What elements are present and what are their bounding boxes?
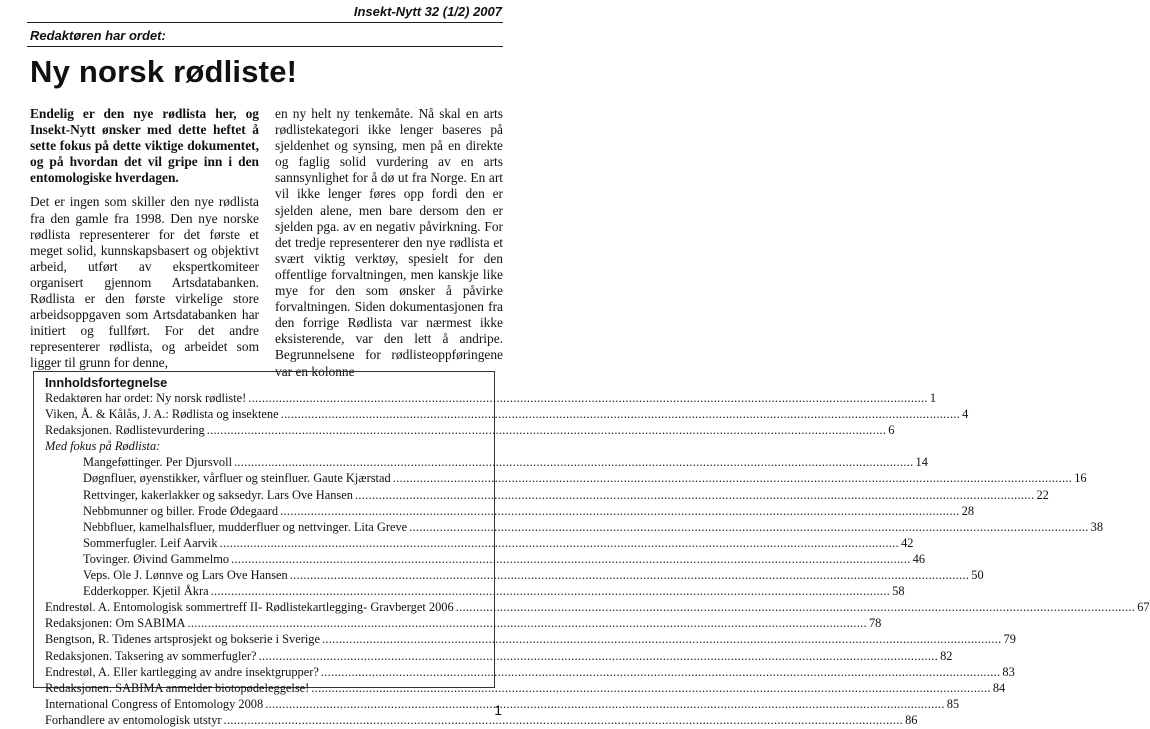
toc-entry	[45, 680, 1006, 697]
toc-dot-leader	[290, 568, 970, 583]
toc-entry-page: 85	[946, 696, 960, 711]
toc-dot-leader	[321, 665, 1001, 680]
toc-entry	[45, 519, 1104, 536]
toc-entry-title: Veps. Ole J. Lønnve og Lars Ove Hansen	[83, 568, 288, 583]
toc-entry-title: Sommerfugler. Leif Aarvik	[83, 535, 218, 550]
toc-subheading: Med fokus på Rødlista:	[45, 439, 161, 454]
toc-entry-title: Redaksjonen. Rødlistevurdering	[45, 423, 205, 438]
toc-entry-title: Mangeføttinger. Per Djursvoll	[83, 455, 233, 470]
toc-entry-page: 42	[901, 535, 914, 550]
toc-entry-page: 46	[912, 551, 926, 566]
toc-entry	[45, 391, 937, 407]
toc-entry-page: 1	[929, 391, 937, 405]
page-number: 1	[494, 702, 502, 718]
toc-entry	[45, 551, 926, 568]
toc-entry-page: 78	[868, 616, 882, 631]
toc-dot-leader	[224, 713, 904, 728]
toc-entry	[45, 664, 1015, 681]
toc-dot-leader	[456, 600, 1136, 615]
toc-dot-leader	[207, 423, 887, 438]
article-lead: Endelig er den nye rødlista her, og Insekt-Nytt ønsker med dette heftet å sette fokus på dette viktige dokumentet, og på hvordan det vil gripe inn i den entomologiske hverdagen.	[30, 106, 259, 186]
toc-entry	[45, 471, 1087, 487]
toc-dot-leader	[187, 616, 867, 631]
toc-entry-title: Endrestøl, A. Eller kartlegging av andre insektgrupper?	[45, 664, 319, 679]
toc-entry-page: 4	[962, 407, 969, 422]
toc-entry	[45, 616, 882, 632]
toc-entry-title: Endrestøl. A. Entomologisk sommertreff II- Rødlistekartlegging- Gravberget 2006	[45, 600, 454, 615]
toc-entry-title: Døgnfluer, øyenstikker, vårfluer og steinfluer. Gaute Kjærstad	[83, 471, 391, 486]
toc-dot-leader	[248, 391, 928, 406]
toc-entry	[45, 487, 1049, 504]
toc-entry	[45, 407, 969, 423]
toc-entry	[45, 712, 918, 729]
toc-entry-page: 58	[892, 584, 905, 599]
toc-entry	[45, 632, 1016, 648]
toc-entry-page: 28	[961, 503, 975, 518]
toc-entry	[45, 568, 984, 584]
article-column-left	[30, 106, 259, 380]
toc-entry-page: 6	[888, 423, 895, 438]
toc-heading: Innholdsfortegnelse	[45, 375, 168, 390]
article-body-right: en ny helt ny tenkemåte. Nå skal en arts rødlistekategori ikke lenger baseres på sjeldenhet og synsing, men på en direkte og faglig solid vurdering av en arts sannsynlighet for å dø ut fra Norge. En art vil ikke lenger føres opp fordi den er sjelden alene, men bare dersom den er sjelden pga. av en negativ påvirkning. For det tredje representerer den nye rødlista et svært viktig verktøy, spesielt for den offentlige forvaltningen, men kanskje like mye for den som ønsker å påvirke forvaltningen. Siden dokumentasjonen fra den forrige Rødlista var nærmest ikke eksisterende, var den lett å andripe. Begrunnelsene for rødlisteoppføringene var en kolonne	[275, 106, 503, 379]
toc-entry-title: International Congress of Entomology 2008	[45, 696, 264, 711]
toc-entry-title: Bengtson, R. Tidenes artsprosjekt og bokserie i Sverige	[45, 632, 320, 647]
header-rule-top	[27, 22, 503, 23]
toc-dot-leader	[280, 504, 960, 519]
toc-entry-page: 83	[1002, 664, 1015, 679]
toc-entry-title: Viken, Å. & Kålås, J. A.: Rødlista og insektene	[45, 407, 279, 422]
toc-dot-leader	[259, 649, 939, 664]
toc-entry-page: 84	[992, 680, 1006, 695]
toc-dot-leader	[322, 632, 1002, 647]
toc-entry	[45, 648, 953, 665]
toc-entry-page: 14	[915, 455, 928, 470]
table-of-contents	[33, 371, 1150, 727]
toc-dot-leader	[409, 520, 1089, 535]
toc-entry-page: 50	[971, 568, 984, 583]
article-body-left: Det er ingen som skiller den nye rødlista fra den gamle fra 1998. Den nye norske rødlista representerer for det første et meget solid, kunnskapsbasert og objektivt arbeid, utført av ekspertkomiteer organisert gjennom Artsdatabanken. Rødlista er den første virkelige store arbeidsoppgaven som Artsdatabanken har initiert og fullført. For det andre representerer rødlista, og arbeidet som ligger til grunn for denne,	[30, 194, 259, 371]
toc-dot-leader	[220, 536, 900, 551]
toc-entry-page: 67	[1137, 600, 1150, 615]
toc-entry-page: 16	[1074, 471, 1087, 486]
toc-entry-page: 86	[905, 712, 918, 727]
toc-entry-title: Edderkopper. Kjetil Åkra	[83, 584, 209, 599]
toc-entry-page: 22	[1036, 487, 1049, 502]
toc-entry-page: 82	[940, 648, 953, 663]
toc-entry	[45, 423, 895, 439]
toc-dot-leader	[393, 471, 1073, 486]
toc-dot-leader	[231, 552, 911, 567]
toc-entry	[45, 535, 914, 552]
toc-entry-title: Rettvinger, kakerlakker og saksedyr. Lars Ove Hansen	[83, 487, 353, 502]
toc-entry-page: 79	[1003, 632, 1016, 647]
toc-dot-leader	[281, 407, 961, 422]
toc-dot-leader	[234, 455, 914, 470]
toc-entry	[45, 503, 975, 520]
toc-entry-page: 38	[1090, 519, 1104, 534]
toc-dot-leader	[355, 488, 1035, 503]
toc-entry-title: Redaksjonen. SABIMA anmelder biotopødeleggelse!	[45, 680, 310, 695]
toc-dot-leader	[211, 584, 891, 599]
article-title: Ny norsk rødliste!	[30, 54, 298, 89]
toc-entry-title: Tovinger. Øivind Gammelmo	[83, 551, 230, 566]
toc-entry-title: Redaksjonen. Taksering av sommerfugler?	[45, 648, 257, 663]
toc-entry-title: Forhandlere av entomologisk utstyr	[45, 712, 222, 727]
toc-entry	[45, 600, 1150, 616]
toc-entry-title: Redaktøren har ordet: Ny norsk rødliste!	[45, 391, 247, 405]
toc-entry-title: Nebbfluer, kamelhalsfluer, mudderfluer og nettvinger. Lita Greve	[83, 519, 408, 534]
toc-entry	[45, 584, 905, 600]
journal-title: Insekt-Nytt 32 (1/2) 2007	[353, 4, 502, 19]
toc-entry-title: Nebbmunner og biller. Frode Ødegaard	[83, 503, 279, 518]
toc-entry	[45, 455, 928, 471]
toc-entry-title: Redaksjonen: Om SABIMA	[45, 616, 186, 631]
toc-dot-leader	[265, 697, 945, 712]
toc-dot-leader	[311, 681, 991, 696]
header-rule-bottom	[27, 46, 503, 47]
article-column-right	[275, 106, 503, 388]
section-label: Redaktøren har ordet:	[30, 28, 166, 43]
toc-entry	[45, 696, 960, 713]
